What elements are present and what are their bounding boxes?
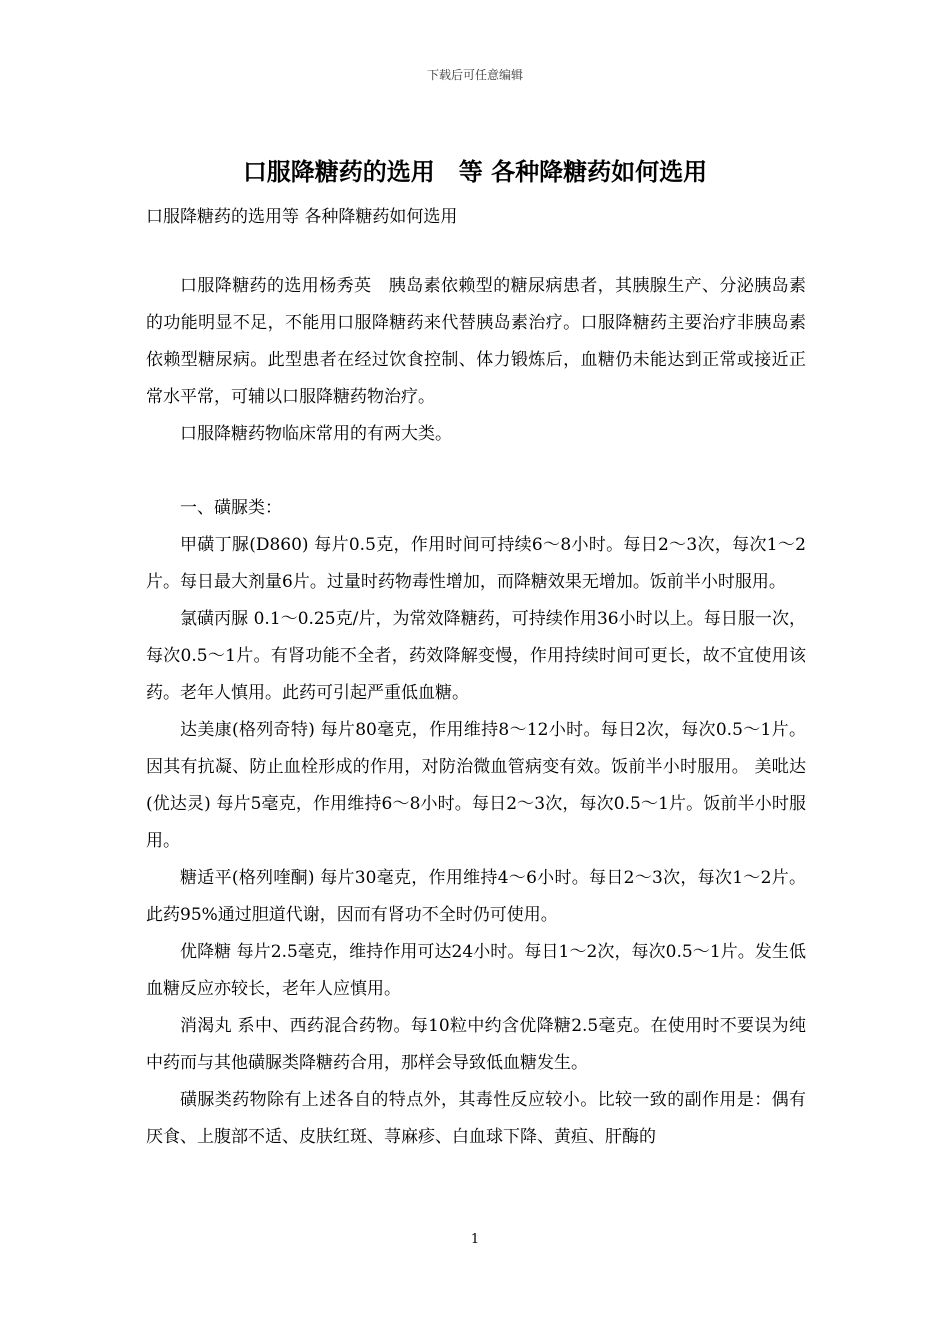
paragraph-drug-gliquidone: 糖适平(格列喹酮) 每片30毫克，作用维持4～6小时。每日2～3次，每次1～2片。此药95%通过胆道代谢，因而有肾功不全时仍可使用。 (146, 868, 806, 925)
section-heading-sulfonylureas: 一、磺脲类： (180, 498, 282, 518)
paragraph-drug-gliclazide: 达美康(格列奇特) 每片80毫克，作用维持8～12小时。每日2次，每次0.5～1片。因其有抗凝、防止血栓形成的作用，对防治微血管病变有效。饭前半小时服用。 美吡达(优达灵) 每片5毫克，作用维持6～8小时。每日2～3次，每次0.5～1片。饭前半小时服用。 (146, 720, 806, 851)
document-body (146, 268, 806, 1156)
paragraph-intro: 口服降糖药的选用杨秀英 胰岛素依赖型的糖尿病患者，其胰腺生产、分泌胰岛素的功能明显不足，不能用口服降糖药来代替胰岛素治疗。口服降糖药主要治疗非胰岛素依赖型糖尿病。此型患者在经过饮食控制、体力锻炼后，血糖仍未能达到正常或接近正常水平常，可辅以口服降糖药物治疗。 (146, 276, 806, 407)
paragraph-drug-xiaoke-pill: 消渴丸 系中、西药混合药物。每10粒中约含优降糖2.5毫克。在使用时不要误为纯中药而与其他磺脲类降糖药合用，那样会导致低血糖发生。 (146, 1016, 806, 1073)
paragraph-drug-d860: 甲磺丁脲(D860) 每片0.5克，作用时间可持续6～8小时。每日2～3次，每次1～2片。每日最大剂量6片。过量时药物毒性增加，而降糖效果无增加。饭前半小时服用。 (146, 535, 806, 592)
paragraph-drug-chlorpropamide: 氯磺丙脲 0.1～0.25克/片，为常效降糖药，可持续作用36小时以上。每日服一次，每次0.5～1片。有肾功能不全者，药效降解变慢，作用持续时间可更长，故不宜使用该药。老年人慎用。此药可引起严重低血糖。 (146, 609, 806, 703)
document-subtitle: 口服降糖药的选用等 各种降糖药如何选用 (146, 207, 458, 227)
document-title: 口服降糖药的选用 等 各种降糖药如何选用 (242, 158, 708, 186)
paragraph-side-effects: 磺脲类药物除有上述各自的特点外，其毒性反应较小。比较一致的副作用是：偶有厌食、上腹部不适、皮肤红斑、荨麻疹、白血球下降、黄疸、肝酶的 (146, 1090, 806, 1147)
paragraph-drug-glibenclamide: 优降糖 每片2.5毫克，维持作用可达24小时。每日1～2次，每次0.5～1片。发生低血糖反应亦较长，老年人应慎用。 (146, 942, 806, 999)
paragraph-categories: 口服降糖药物临床常用的有两大类。 (180, 424, 452, 444)
page-header: 下载后可任意编辑 (426, 68, 523, 82)
page-number: 1 (470, 1232, 480, 1247)
